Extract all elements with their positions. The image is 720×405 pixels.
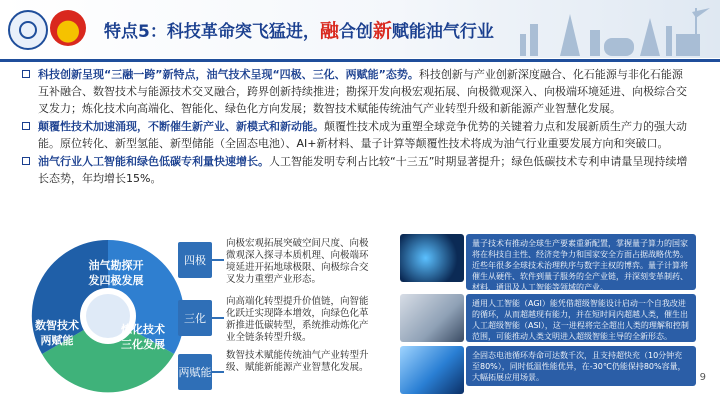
page-number: 9 [699,372,706,383]
bullet-item [22,66,690,117]
tag-two-empowerments: 两赋能 [178,354,212,390]
desc-four-poles: 向极宏观拓展突破空间尺度、向极微观深入探寻本质机理、向极端环境延进开拓地球极限、向极综合交叉发力重塑产业形态。 [226,238,369,285]
bullet-list [22,66,690,188]
square-bullet-icon [22,122,30,130]
university-logo-icon [8,10,48,50]
panel-quantum: 量子技术有推动全球生产要素重新配置，掌握量子算力的国家将在科技自主性、经济竞争力和国家安全方面占据战略优势。近些年很多全球技术治理秩序与数字主权的博弈。量子计算将催生从硬件、软件到量子服务的全产业链，并深刻变革制药、材料、通讯及人工智能等领域的产业。 [466,234,696,290]
petrochina-logo-icon [50,10,86,46]
connector-line [212,317,224,319]
bullet-item [22,118,690,152]
bullet-lead: 油气行业人工智能和绿色低碳专利量快速增长。 [38,155,269,168]
square-bullet-icon [22,157,30,165]
square-bullet-icon [22,70,30,78]
panel-battery: 全固态电池循环寿命可达数千次，且支持超快充（10分钟充至80%），同时低温性能优异，在-30℃仍能保持80%容量，大幅拓展应用场景。 [466,346,696,386]
solid-state-battery-image [400,346,464,394]
bullet-body: 颠覆性技术成为重塑全球竞争优势的关键着力点和发展新质生产力的强大动能。原位转化、新型氢能、新型储能（全固态电池）、AI+新材料、量子计算等颠覆性技术将成为油气行业重要发展方向和突破口。 [38,120,687,150]
wheel-label-four-poles: 油气勘探开发四极发展 [88,259,144,287]
bullet-body: 人工智能发明专利占比较“十三五”时期显著提升；绿色低碳技术专利申请量呈现持续增长态势，年均增长15%。 [38,155,688,185]
panel-agi: 通用人工智能（AGI）能凭借超级智能设计启动一个自我改进的循环，从而超越现有能力，并在短时间内超越人类，催生出人工超级智能（ASI），这一进程将完全超出人类的理解和控制范围，可能推动人类文明进入超级智能主导的全新形态。 [466,294,696,342]
connector-line [212,371,224,373]
ai-robot-image [400,294,464,342]
bullet-item [22,153,690,187]
wheel-label-digital: 数智技术两赋能 [35,319,79,347]
header-divider [0,59,720,62]
tech-wheel-diagram [28,236,188,396]
bullet-lead: 科技创新呈现“三融一跨”新特点，油气技术呈现“四极、三化、两赋能”态势。 [38,68,419,81]
bullet-lead: 颠覆性技术加速涌现，不断催生新产业、新模式和新动能。 [38,120,324,133]
desc-three-modernizations: 向高端化转型提升价值链，向智能化跃迁实现降本增效，向绿色化革新推进低碳转型，系统推动炼化产业全链条转型升级。 [226,296,369,343]
desc-two-empowerments: 数智技术赋能传统油气产业转型升级、赋能新能源产业智慧化发展。 [226,350,369,373]
tag-three-modernizations: 三化 [178,300,212,336]
quantum-chip-image [400,234,464,282]
oil-field-skyline-icon [500,4,720,58]
tag-four-poles: 四极 [178,242,212,278]
connector-line [212,259,224,261]
slide-title: 特点5：科技革命突飞猛进，融合创新赋能油气行业 [104,20,494,42]
slide-header [0,0,720,58]
bullet-body: 科技创新与产业创新深度融合、化石能源与非化石能源互补融合、数智技术与能源技术交叉融合，跨界创新持续推进；勘探开发向极宏观拓展、向极微观深入、向极端环境延进、向极综合交叉发力；炼化技术向高端化、智能化、绿色化方向发展；数智技术赋能传统油气产业转型升级和新能源产业智慧化发展。 [38,68,687,115]
wheel-label-refining: 炼化技术三化发展 [121,323,165,351]
